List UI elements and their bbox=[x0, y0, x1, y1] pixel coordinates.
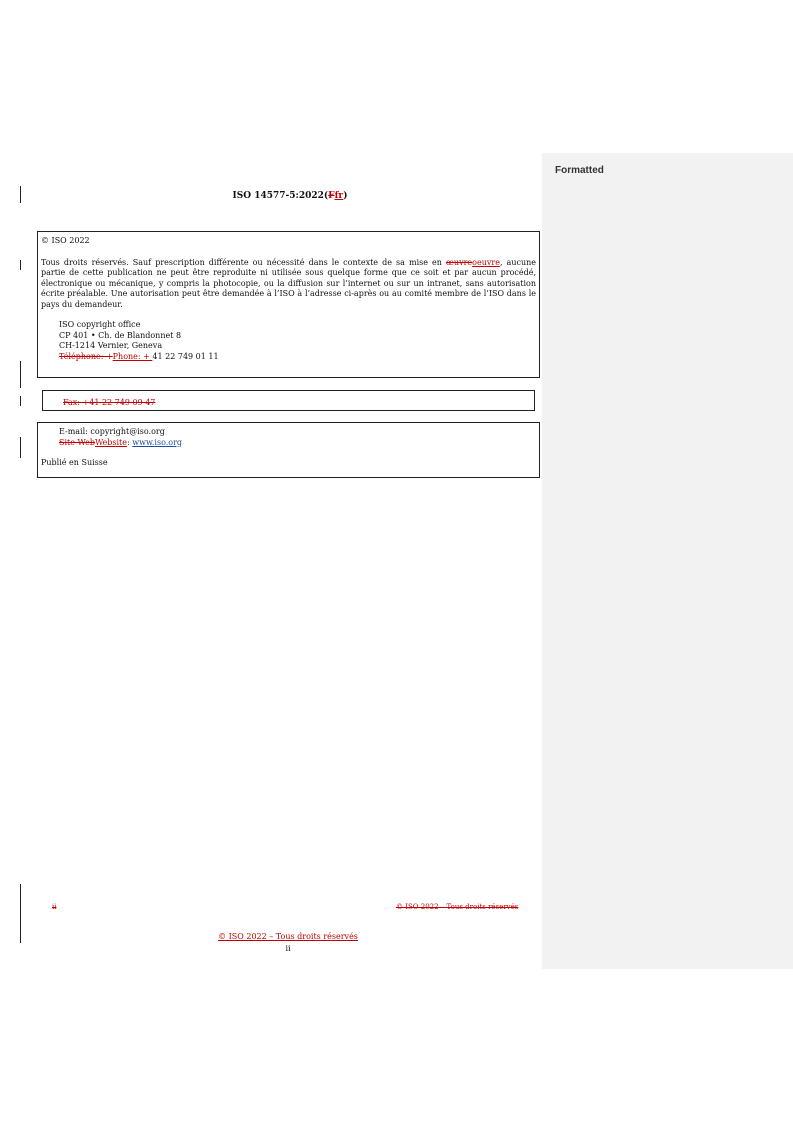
deleted-text: Téléphone: + bbox=[59, 351, 113, 361]
inserted-text: Website bbox=[94, 437, 128, 447]
published-line: Publié en Suisse bbox=[41, 458, 108, 467]
address-line: CH-1214 Vernier, Geneva bbox=[59, 341, 163, 350]
email-line: E-mail: copyright@iso.org bbox=[59, 427, 165, 436]
address-line: CP 401 • Ch. de Blandonnet 8 bbox=[59, 330, 182, 340]
deleted-text: œuvre bbox=[446, 257, 473, 267]
paragraph-text: Tous droits réservés. Sauf prescription différente ou nécessité dans le contexte de sa mise en bbox=[41, 257, 447, 267]
address-block bbox=[59, 320, 536, 362]
copyright-paragraph bbox=[41, 258, 536, 311]
change-bar bbox=[20, 361, 21, 388]
fax-box bbox=[42, 390, 535, 411]
separator: : bbox=[127, 437, 133, 447]
website-line bbox=[59, 438, 536, 449]
footer bbox=[0, 931, 576, 955]
comment-pane bbox=[542, 153, 793, 969]
deleted-text: © ISO 2022 – Tous droits réservés bbox=[396, 903, 519, 911]
change-bar bbox=[20, 396, 21, 406]
copyright-line: © ISO 2022 bbox=[41, 236, 90, 245]
phone-line bbox=[59, 352, 536, 363]
title-text: ISO 14577-5:2022( bbox=[232, 191, 329, 201]
deleted-text: F bbox=[328, 191, 335, 201]
document-title bbox=[0, 191, 580, 201]
copyright-box bbox=[37, 231, 540, 378]
page-number: ii bbox=[285, 944, 291, 953]
inserted-text: Phone: + bbox=[112, 351, 153, 361]
contact-box bbox=[37, 422, 540, 478]
deleted-text: ii bbox=[52, 903, 57, 911]
contact-block bbox=[59, 427, 536, 448]
fax-deleted: Fax: +41 22 749 09 47 bbox=[63, 398, 156, 407]
footer-copyright: © ISO 2022 – Tous droits réservés bbox=[218, 932, 358, 941]
paragraph-text: , aucune partie de cette publication ne peut être reproduite ni utilisée sous quelque forme que ce soit et par aucun procédé, électronique ou mécanique, y compris la photocopie, ou la diffusion sur l’internet ou sur un intranet, sans autorisation écrite préalable. Une autorisation peut être demandée à l’ISO à l’adresse ci-après ou au comité membre de l’ISO dans le pays du demandeur. bbox=[41, 257, 536, 309]
footer-copyright-deleted bbox=[396, 903, 518, 911]
inserted-text: oeuvre bbox=[472, 257, 500, 267]
deleted-text: Site Web bbox=[59, 437, 95, 447]
office-name: ISO copyright office bbox=[59, 320, 141, 329]
title-text: ) bbox=[343, 191, 348, 201]
inserted-text: fr bbox=[334, 191, 344, 201]
change-bar bbox=[20, 260, 21, 270]
footer-page-deleted bbox=[52, 903, 56, 911]
change-bar bbox=[20, 437, 21, 458]
comment-title: Formatted bbox=[555, 165, 604, 176]
website-link[interactable]: www.iso.org bbox=[132, 437, 183, 447]
phone-number: 41 22 749 01 11 bbox=[152, 351, 219, 361]
